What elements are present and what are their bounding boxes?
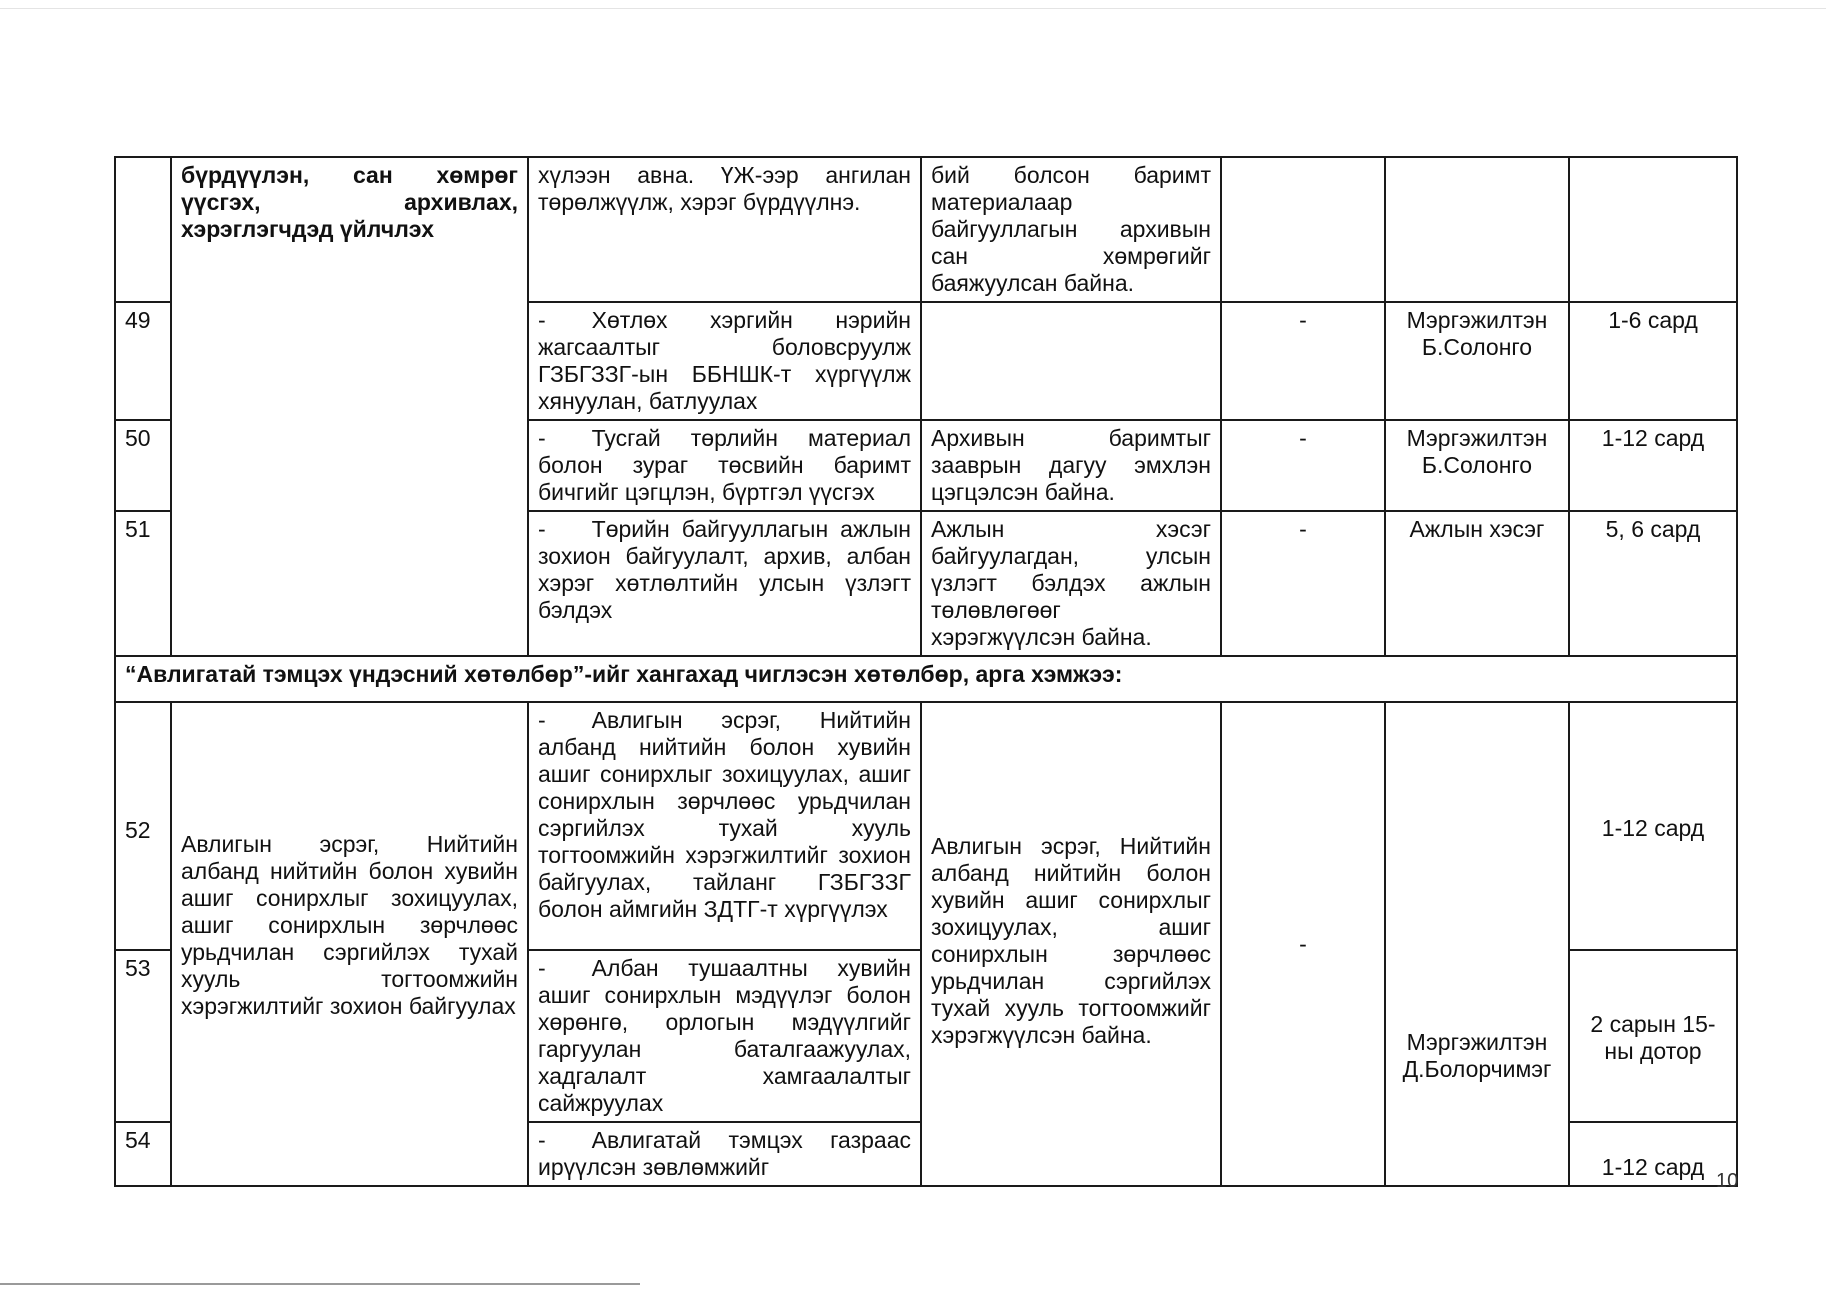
dash-marker: - bbox=[538, 955, 546, 981]
activity-cell bbox=[528, 511, 921, 656]
activity-cell bbox=[528, 702, 921, 950]
dash-marker: - bbox=[538, 307, 546, 333]
deadline-cell bbox=[1569, 157, 1737, 302]
row-number-cell: 53 bbox=[115, 950, 171, 1122]
table-row bbox=[115, 157, 1737, 302]
activity-cell bbox=[528, 302, 921, 420]
activity-text: Хөтлөх хэргийн нэрийн жагсаалтыг боловсруулж ГЗБГЗЗГ-ын ББНШК-т хүргүүлж хянуулан, батлуулах bbox=[538, 307, 911, 414]
responsible-cell: Ажлын хэсэг bbox=[1385, 511, 1569, 656]
deadline-cell: 1-6 сард bbox=[1569, 302, 1737, 420]
deadline-cell: 2 сарын 15-ны дотор bbox=[1569, 950, 1737, 1122]
row-number-cell: 54 bbox=[115, 1122, 171, 1186]
deadline-cell: 1-12 сард bbox=[1569, 702, 1737, 950]
section-title: “Авлигатай тэмцэх үндэсний хөтөлбөр”-ийг хангахад чиглэсэн хөтөлбөр, арга хэмжээ: bbox=[115, 656, 1737, 702]
row-number-cell: 52 bbox=[115, 702, 171, 950]
budget-cell: - bbox=[1221, 420, 1385, 511]
dash-marker: - bbox=[538, 1127, 546, 1153]
deadline-cell: 5, 6 сард bbox=[1569, 511, 1737, 656]
budget-cell: - bbox=[1221, 511, 1385, 656]
activity-text: Тусгай төрлийн материал болон зураг төсвийн баримт бичгийг цэгцлэн, бүртгэл үүсгэх bbox=[538, 425, 911, 505]
result-cell: бий болсон баримт материалаар байгууллагын архивын сан хөмрөгийг баяжуулсан байна. bbox=[921, 157, 1221, 302]
task-cell: бүрдүүлэн, сан хөмрөг үүсгэх, архивлах, хэрэглэгчдэд үйлчлэх bbox=[171, 157, 528, 656]
activity-text: Төрийн байгууллагын ажлын зохион байгуулалт, архив, албан хэрэг хөтлөлтийн улсын үзлэгт бэлдэх bbox=[538, 516, 911, 623]
row-number-cell: 51 bbox=[115, 511, 171, 656]
page-number: 10 bbox=[1716, 1170, 1739, 1192]
activity-cell: хүлээн авна. ҮЖ-ээр ангилан төрөлжүүлж, хэрэг бүрдүүлнэ. bbox=[528, 157, 921, 302]
result-cell: Авлигын эсрэг, Нийтийн албанд нийтийн болон хувийн ашиг сонирхлыг зохицуулах, ашиг сонирхлын зөрчлөөс урьдчилан сэргийлэх тухай хууль тогтоомжийг хэрэгжүүлсэн байна. bbox=[921, 702, 1221, 1186]
budget-cell: - bbox=[1221, 302, 1385, 420]
row-number-cell bbox=[115, 157, 171, 302]
activity-cell bbox=[528, 950, 921, 1122]
table-row bbox=[115, 702, 1737, 950]
deadline-cell: 1-12 сард bbox=[1569, 420, 1737, 511]
activity-cell bbox=[528, 420, 921, 511]
activity-text: Авлигын эсрэг, Нийтийн албанд нийтийн болон хувийн ашиг сонирхлыг зохицуулах, ашиг сонирхлын зөрчлөөс урьдчилан сэргийлэх тухай хууль тогтоомжийн хэрэгжилтийг зохион байгуулах, тайланг ГЗБГЗЗГ болон аймгийн ЗДТГ-т хүргүүлэх bbox=[538, 707, 911, 922]
row-number-cell: 49 bbox=[115, 302, 171, 420]
dash-marker: - bbox=[538, 707, 546, 733]
row-number-cell: 50 bbox=[115, 420, 171, 511]
result-cell: Архивын баримтыг зааврын дагуу эмхлэн цэгцэлсэн байна. bbox=[921, 420, 1221, 511]
responsible-cell: Мэргэжилтэн Б.Солонго bbox=[1385, 420, 1569, 511]
responsible-cell: Мэргэжилтэн Д.Болорчимэг bbox=[1385, 702, 1569, 1186]
result-cell bbox=[921, 302, 1221, 420]
section-header-row bbox=[115, 656, 1737, 702]
responsible-cell: Мэргэжилтэн Б.Солонго bbox=[1385, 302, 1569, 420]
task-cell: Авлигын эсрэг, Нийтийн албанд нийтийн болон хувийн ашиг сонирхлыг зохицуулах, ашиг сонирхлын зөрчлөөс урьдчилан сэргийлэх тухай хууль тогтоомжийн хэрэгжилтийг зохион байгуулах bbox=[171, 702, 528, 1186]
activity-text: Албан тушаалтны хувийн ашиг сонирхлын мэдүүлэг болон хөрөнгө, орлогын мэдүүлгийг гаргуулан баталгаажуулах, хадгалалт хамгаалалтыг сайжруулах bbox=[538, 955, 911, 1116]
action-plan-table bbox=[114, 156, 1738, 1187]
budget-cell bbox=[1221, 157, 1385, 302]
responsible-cell bbox=[1385, 157, 1569, 302]
dash-marker: - bbox=[538, 516, 546, 542]
dash-marker: - bbox=[538, 425, 546, 451]
scan-artifact-line bbox=[0, 8, 1826, 9]
activity-text: Авлигатай тэмцэх газраас ирүүлсэн зөвлөмжийг bbox=[538, 1127, 911, 1180]
deadline-cell: 1-12 сард bbox=[1569, 1122, 1737, 1186]
budget-cell: - bbox=[1221, 702, 1385, 1186]
scan-artifact-line bbox=[0, 1283, 640, 1285]
activity-cell bbox=[528, 1122, 921, 1186]
result-cell: Ажлын хэсэг байгуулагдан, улсын үзлэгт бэлдэх ажлын төлөвлөгөөг хэрэгжүүлсэн байна. bbox=[921, 511, 1221, 656]
